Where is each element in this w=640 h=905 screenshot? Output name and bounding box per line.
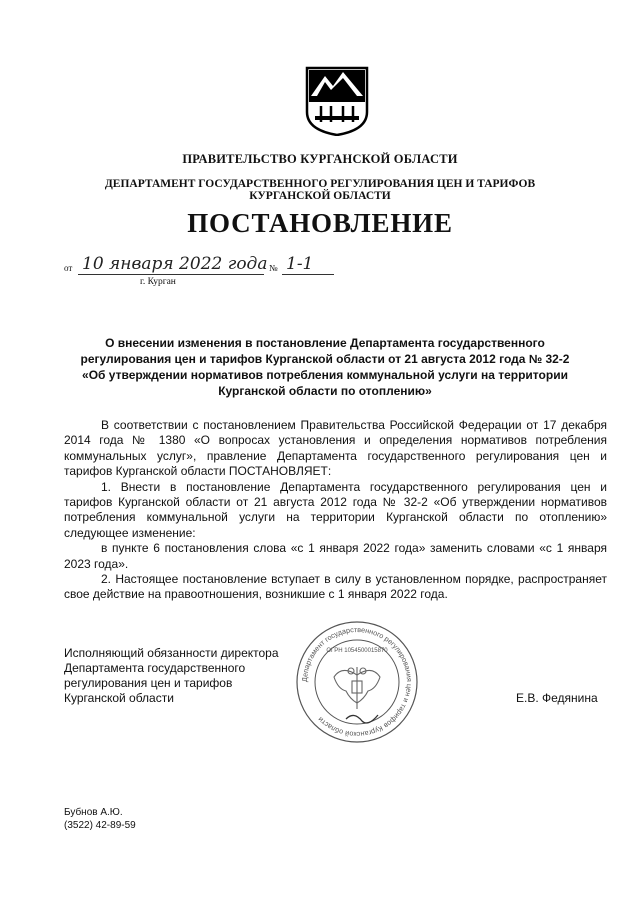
subject-line3: «Об утверждении нормативов потребления коммунальной услуги на территории <box>82 368 568 382</box>
subject-line1: О внесении изменения в постановление Департамента государственного <box>105 336 545 350</box>
body-paragraph-change: в пункте 6 постановления слова «с 1 января 2022 года» заменить словами «с 1 января 2023 года». <box>64 541 607 571</box>
department-name-line1: ДЕПАРТАМЕНТ ГОСУДАРСТВЕННОГО РЕГУЛИРОВАНИЯ ЦЕН И ТАРИФОВ <box>104 178 536 190</box>
executor-name: Бубнов А.Ю. <box>64 807 123 818</box>
subject-line2: регулирования цен и тарифов Курганской области от 21 августа 2012 года № 32-2 <box>80 352 570 366</box>
document-type-title: ПОСТАНОВЛЕНИЕ <box>187 208 453 238</box>
date-handwritten: 10 января 2022 года <box>82 254 268 274</box>
official-stamp <box>294 619 420 745</box>
signatory-title-line3: регулирования цен и тарифов <box>64 676 233 690</box>
date-number-row <box>64 254 404 276</box>
coat-of-arms-icon <box>303 66 371 136</box>
stamp-ring-text: Департамент государственного регулирования цен и тарифов Курганской области <box>299 624 415 740</box>
signatory-title <box>64 646 279 706</box>
body-paragraph-preamble: В соответствии с постановлением Правительства Российской Федерации от 17 декабря 2014 года № 1380 «О вопросах установления и определения нормативов потребления коммунальных услуг», правление Департамента государственного регулирования цен и тарифов Курганской области ПОСТАНОВЛЯЕТ: <box>64 418 607 479</box>
executor-phone: (3522) 42-89-59 <box>64 820 136 831</box>
number-underline <box>282 274 334 275</box>
signatory-title-line2: Департамента государственного <box>64 661 246 675</box>
date-underline <box>78 274 264 275</box>
government-name: ПРАВИТЕЛЬСТВО КУРГАНСКОЙ ОБЛАСТИ <box>182 152 458 166</box>
department-name-line2: КУРГАНСКОЙ ОБЛАСТИ <box>249 190 391 202</box>
body-paragraph-item2: 2. Настоящее постановление вступает в силу в установленном порядке, распространяет свое действие на правоотношения, возникшие с 1 января 2022 года. <box>64 572 607 602</box>
signatory-name: Е.В. Федянина <box>516 691 598 705</box>
executor-info <box>64 806 136 832</box>
number-handwritten: 1-1 <box>286 254 314 274</box>
document-subject <box>70 335 580 399</box>
department-name <box>100 178 540 202</box>
body-paragraph-item1: 1. Внести в постановление Департамента государственного регулирования цен и тарифов Курганской области от 21 августа 2012 года № 32-2 «Об утверждении нормативов потребления коммунальной услуги на территории Курганской области по отоплению» следующее изменение: <box>64 479 607 540</box>
date-prefix: от <box>64 263 73 273</box>
number-prefix: № <box>269 263 278 273</box>
document-body <box>64 418 607 603</box>
city-label: г. Курган <box>140 277 176 287</box>
eagle-emblem-icon <box>334 667 380 709</box>
signatory-title-line1: Исполняющий обязанности директора <box>64 646 279 660</box>
signatory-title-line4: Курганской области <box>64 691 174 705</box>
subject-line4: Курганской области по отоплению» <box>218 384 432 398</box>
stamp-ogrn: ОГРН 1054500015870 <box>326 648 388 654</box>
